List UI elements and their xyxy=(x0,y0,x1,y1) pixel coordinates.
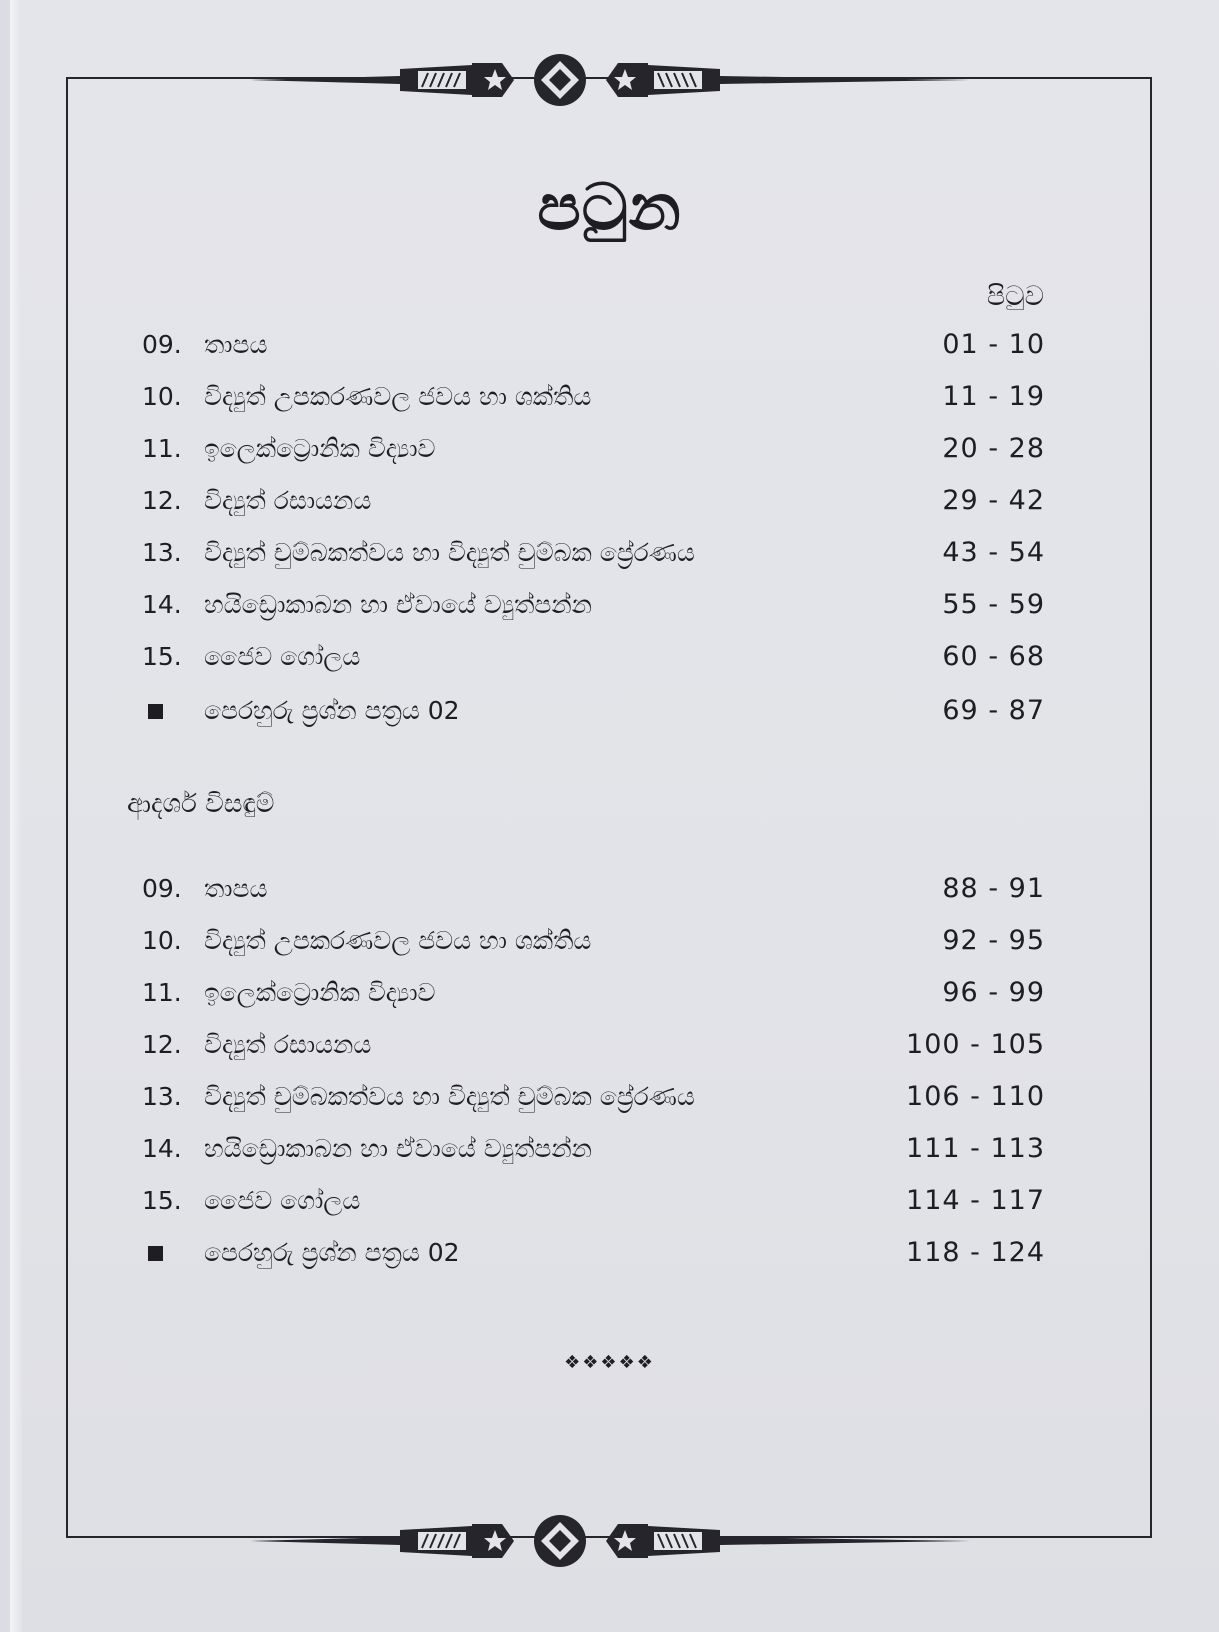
ornament-left-star xyxy=(472,63,514,97)
chapter-title: ජෛව ගෝලය xyxy=(204,642,361,671)
chapter-number: 13. xyxy=(142,538,182,567)
chapter-number: 15. xyxy=(142,1186,182,1215)
toc-row[interactable] xyxy=(0,1077,1219,1117)
chapter-title: විද්‍යුත් රසායනය xyxy=(204,486,372,515)
chapter-number: 11. xyxy=(142,434,182,463)
page-range: 118 - 124 xyxy=(906,1237,1045,1268)
page-range: 88 - 91 xyxy=(942,873,1045,904)
page-title: පටුන xyxy=(537,171,682,245)
chapter-number: 11. xyxy=(142,978,182,1007)
square-bullet-icon xyxy=(148,704,163,719)
page-range: 55 - 59 xyxy=(942,589,1045,620)
chapter-title: පෙරහුරු ප්‍රශ්න පත්‍රය 02 xyxy=(204,696,460,725)
toc-row[interactable] xyxy=(0,533,1219,573)
top-border-ornament xyxy=(250,47,970,107)
page-range: 92 - 95 xyxy=(942,925,1045,956)
chapter-number: 13. xyxy=(142,1082,182,1111)
chapter-title: තාපය xyxy=(204,874,268,903)
page-range: 11 - 19 xyxy=(942,381,1045,412)
toc-row[interactable] xyxy=(0,481,1219,521)
chapter-number: 10. xyxy=(142,382,182,411)
section-heading: ආදර්ශ විසඳුම් xyxy=(127,789,275,819)
chapter-number: 14. xyxy=(142,1134,182,1163)
chapter-number: 12. xyxy=(142,1030,182,1059)
ornament-left-star xyxy=(472,1524,514,1558)
chapter-number: 14. xyxy=(142,590,182,619)
ornament-left-wing xyxy=(250,65,472,95)
toc-row[interactable] xyxy=(0,377,1219,417)
toc-row[interactable] xyxy=(0,585,1219,625)
page-range: 100 - 105 xyxy=(906,1029,1045,1060)
page-range: 43 - 54 xyxy=(942,537,1045,568)
chapter-title: විද්‍යුත් රසායනය xyxy=(204,1030,372,1059)
chapter-title: විද්‍යුත් චුම්බකත්වය හා විද්‍යුත් චුම්බක ප්‍රේරණය xyxy=(204,1082,695,1111)
toc-row[interactable] xyxy=(0,1233,1219,1273)
page-column-heading: පිටුව xyxy=(986,281,1044,312)
toc-row[interactable] xyxy=(0,325,1219,365)
page-range: 69 - 87 xyxy=(942,695,1045,726)
ornament-right-wing xyxy=(648,1526,970,1556)
chapter-title: ඉලෙක්ට්‍රොනික විද්‍යාව xyxy=(204,434,436,463)
chapter-title: ජෛව ගෝලය xyxy=(204,1186,361,1215)
toc-row[interactable] xyxy=(0,869,1219,909)
ornament-center-diamond xyxy=(534,1515,586,1567)
chapter-title: ඉලෙක්ට්‍රොනික විද්‍යාව xyxy=(204,978,436,1007)
toc-row[interactable] xyxy=(0,691,1219,731)
toc-row[interactable] xyxy=(0,1181,1219,1221)
toc-row[interactable] xyxy=(0,637,1219,677)
ornament-right-star xyxy=(606,63,648,97)
ornament-right-wing xyxy=(648,65,970,95)
page-range: 01 - 10 xyxy=(942,329,1045,360)
chapter-number: 09. xyxy=(142,330,182,359)
toc-row[interactable] xyxy=(0,921,1219,961)
page-range: 106 - 110 xyxy=(906,1081,1045,1112)
chapter-title: විද්‍යුත් උපකරණවල ජවය හා ශක්තිය xyxy=(204,382,592,411)
chapter-number: 12. xyxy=(142,486,182,515)
toc-row[interactable] xyxy=(0,429,1219,469)
page-range: 60 - 68 xyxy=(942,641,1045,672)
square-bullet-icon xyxy=(148,1246,163,1261)
bottom-border-ornament xyxy=(250,1508,970,1568)
ornament-left-wing xyxy=(250,1526,472,1556)
ornament-center-diamond xyxy=(534,54,586,106)
ornament-right-star xyxy=(606,1524,648,1558)
page-range: 96 - 99 xyxy=(942,977,1045,1008)
toc-row[interactable] xyxy=(0,1129,1219,1169)
chapter-number: 10. xyxy=(142,926,182,955)
chapter-number: 09. xyxy=(142,874,182,903)
page-range: 29 - 42 xyxy=(942,485,1045,516)
toc-row[interactable] xyxy=(0,973,1219,1013)
toc-row[interactable] xyxy=(0,1025,1219,1065)
end-diamond-ornament: ❖❖❖❖❖ xyxy=(564,1352,655,1373)
chapter-title: තාපය xyxy=(204,330,268,359)
chapter-title: විද්‍යුත් උපකරණවල ජවය හා ශක්තිය xyxy=(204,926,592,955)
chapter-title: හයිඩ්‍රොකාබන හා ඒවායේ ව්‍යුත්පන්න xyxy=(204,590,592,619)
page-range: 111 - 113 xyxy=(906,1133,1045,1164)
chapter-title: පෙරහුරු ප්‍රශ්න පත්‍රය 02 xyxy=(204,1238,460,1267)
chapter-number: 15. xyxy=(142,642,182,671)
chapter-title: විද්‍යුත් චුම්බකත්වය හා විද්‍යුත් චුම්බක ප්‍රේරණය xyxy=(204,538,695,567)
chapter-title: හයිඩ්‍රොකාබන හා ඒවායේ ව්‍යුත්පන්න xyxy=(204,1134,592,1163)
page-range: 20 - 28 xyxy=(942,433,1045,464)
page-range: 114 - 117 xyxy=(906,1185,1045,1216)
